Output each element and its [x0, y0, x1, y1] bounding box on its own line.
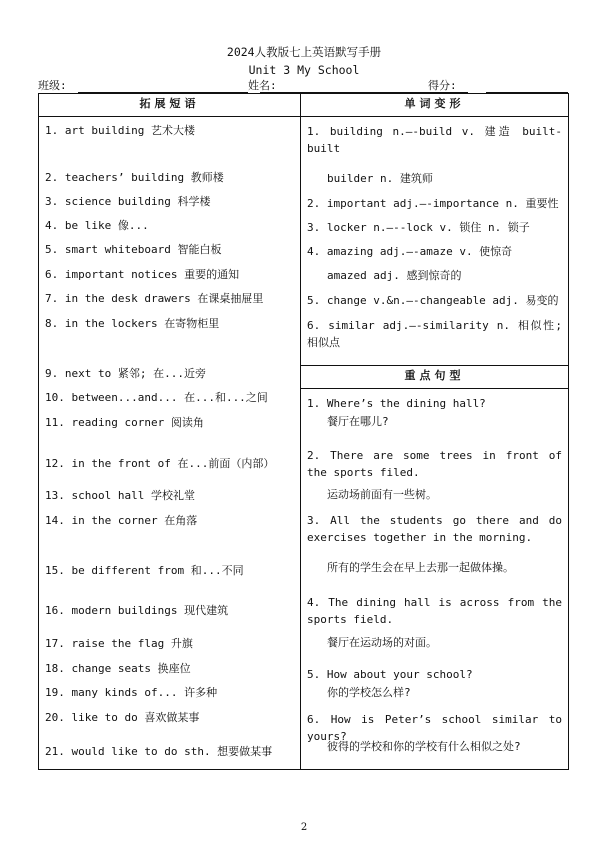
phrases-cell [39, 117, 301, 770]
phrase-item: 12. in the front of 在...前面（内部） [45, 457, 275, 470]
sentence-english: 4. The dining hall is across from the sports field. [307, 596, 562, 626]
sentence-chinese: 彼得的学校和你的学校有什么相似之处? [327, 740, 521, 753]
unit-subtitle: Unit 3 My School [248, 63, 360, 77]
class-label: 班级: [38, 79, 67, 92]
word-form-item: 6. similar adj.—-similarity n. 相似性; 相似点 [307, 319, 562, 349]
sentence-chinese: 餐厅在哪儿? [327, 415, 389, 428]
word-form-item: amazed adj. 感到惊奇的 [327, 269, 462, 282]
score-label: 得分: [428, 79, 457, 92]
phrase-item: 13. school hall 学校礼堂 [45, 489, 195, 502]
sentence-english: 5. How about your school? [307, 668, 473, 681]
sentence-english: 3. All the students go there and do exercises together in the morning. [307, 514, 562, 544]
phrase-item: 8. in the lockers 在寄物柜里 [45, 317, 220, 330]
document-title: 2024人教版七上英语默写手册 [226, 45, 382, 59]
word-form-item: builder n. 建筑师 [327, 172, 433, 185]
phrase-item: 4. be like 像... [45, 219, 149, 232]
phrase-item: 14. in the corner 在角落 [45, 514, 198, 527]
phrase-item: 5. smart whiteboard 智能白板 [45, 243, 222, 256]
sentence-english: 6. How is Peter’s school similar to yours? [307, 713, 562, 743]
student-info-row [38, 78, 568, 94]
phrase-item: 11. reading corner 阅读角 [45, 416, 204, 429]
phrase-item: 17. raise the flag 升旗 [45, 637, 193, 650]
phrase-item: 6. important notices 重要的通知 [45, 268, 240, 281]
sentences-cell [301, 389, 569, 770]
phrase-item: 2. teachers’ building 教师楼 [45, 171, 224, 184]
phrases-header: 拓展短语 [39, 94, 301, 117]
sentences-header: 重点句型 [301, 366, 569, 389]
sentence-chinese: 运动场前面有一些树。 [327, 488, 437, 501]
phrase-item: 7. in the desk drawers 在课桌抽屉里 [45, 292, 264, 305]
sentence-chinese: 所有的学生会在早上去那一起做体操。 [327, 561, 514, 574]
dictation-table [38, 93, 569, 770]
phrase-item: 10. between...and... 在...和...之间 [45, 391, 268, 404]
name-label: 姓名: [248, 79, 277, 92]
word-form-item: 1. building n.—-build v. 建造 built-built [307, 125, 562, 155]
word-form-item: 2. important adj.—-importance n. 重要性 [307, 197, 559, 210]
sentence-chinese: 餐厅在运动场的对面。 [327, 636, 437, 649]
phrase-item: 16. modern buildings 现代建筑 [45, 604, 229, 617]
word-forms-header: 单词变形 [301, 94, 569, 117]
word-forms-cell [301, 117, 569, 366]
phrase-item: 19. many kinds of... 许多种 [45, 686, 218, 699]
page-number: 2 [300, 822, 308, 833]
sentence-english: 2. There are some trees in front of the sports filed. [307, 449, 562, 479]
phrase-item: 15. be different from 和...不同 [45, 564, 244, 577]
sentence-english: 1. Where’s the dining hall? [307, 397, 486, 410]
word-form-item: 5. change v.&n.—-changeable adj. 易变的 [307, 294, 559, 307]
phrase-item: 20. like to do 喜欢做某事 [45, 711, 200, 724]
word-form-item: 3. locker n.—--lock v. 锁住 n. 锁子 [307, 221, 530, 234]
phrase-item: 18. change seats 换座位 [45, 662, 191, 675]
word-form-item: 4. amazing adj.—-amaze v. 使惊奇 [307, 245, 513, 258]
phrase-item: 3. science building 科学楼 [45, 195, 211, 208]
phrase-item: 21. would like to do sth. 想要做某事 [45, 745, 273, 758]
phrase-item: 9. next to 紧邻; 在...近旁 [45, 367, 206, 380]
sentence-chinese: 你的学校怎么样? [327, 686, 411, 699]
phrase-item: 1. art building 艺术大楼 [45, 124, 195, 137]
